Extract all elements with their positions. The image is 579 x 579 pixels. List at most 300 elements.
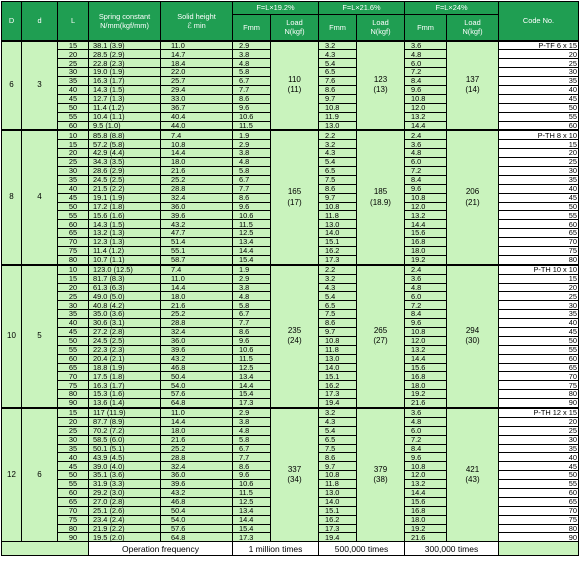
- cell-inner-diameter: 6: [22, 408, 58, 542]
- cell-fmm-2: 19.4: [319, 533, 357, 542]
- cell-fmm-3: 7.2: [405, 166, 447, 175]
- cell-length: 40: [58, 453, 89, 462]
- cell-solid-height: 14.4: [161, 283, 233, 292]
- cell-load-2: [357, 408, 405, 542]
- cell-length: 40: [58, 85, 89, 94]
- cell-code-no: 55: [499, 345, 579, 354]
- header-spring-unit: N/mm(kgf/mm): [100, 20, 149, 30]
- cell-solid-height: 11.0: [161, 408, 233, 417]
- cell-code-no: 65: [499, 229, 579, 238]
- cell-fmm-3: 13.2: [405, 112, 447, 121]
- cell-spring-constant: 85.8 (8.8): [89, 130, 161, 139]
- cell-fmm-2: 6.5: [319, 435, 357, 444]
- cell-fmm-2: 3.2: [319, 274, 357, 283]
- cell-fmm-3: 13.2: [405, 345, 447, 354]
- header-spring-constant: [89, 2, 161, 41]
- cell-fmm-1: 4.8: [233, 158, 271, 167]
- cell-solid-height: 40.4: [161, 112, 233, 121]
- cell-spring-constant: 18.8 (1.9): [89, 363, 161, 372]
- cell-spring-constant: 22.3 (2.3): [89, 345, 161, 354]
- footer-blank-code-cell: [499, 542, 579, 556]
- cell-fmm-3: 2.4: [405, 265, 447, 274]
- cell-length: 75: [58, 381, 89, 390]
- cell-fmm-1: 5.8: [233, 68, 271, 77]
- cell-fmm-2: 7.5: [319, 310, 357, 319]
- cell-length: 80: [58, 255, 89, 264]
- load-1-value: 235: [287, 326, 302, 335]
- cell-load-2: [357, 265, 405, 408]
- cell-code-no: 25: [499, 158, 579, 167]
- header-spring-label: Spring constant: [98, 11, 151, 21]
- cell-code-no: 80: [499, 524, 579, 533]
- cell-fmm-1: 13.4: [233, 506, 271, 515]
- cell-spring-constant: 40.8 (4.2): [89, 301, 161, 310]
- cell-fmm-2: 4.3: [319, 149, 357, 158]
- cell-fmm-1: 7.7: [233, 319, 271, 328]
- cell-load-1: [271, 408, 319, 542]
- cell-code-no: 65: [499, 363, 579, 372]
- cell-inner-diameter: 5: [22, 265, 58, 408]
- cell-fmm-2: 7.6: [319, 77, 357, 86]
- cell-code-no: 55: [499, 211, 579, 220]
- cell-fmm-3: 8.4: [405, 77, 447, 86]
- cell-fmm-2: 3.2: [319, 140, 357, 149]
- cell-fmm-1: 9.6: [233, 471, 271, 480]
- load-3-value: 421: [465, 464, 480, 474]
- cell-solid-height: 39.6: [161, 480, 233, 489]
- cell-fmm-2: 10.8: [319, 103, 357, 112]
- cell-length: 65: [58, 497, 89, 506]
- cell-fmm-3: 7.2: [405, 68, 447, 77]
- cell-spring-constant: 12.3 (1.3): [89, 238, 161, 247]
- header-solid-unit: ℰ min: [187, 20, 206, 30]
- cell-load-3: [447, 408, 499, 542]
- cell-length: 35: [58, 310, 89, 319]
- cell-code-no: P-TH 10 x 10: [499, 265, 579, 274]
- cell-spring-constant: 16.3 (1.7): [89, 381, 161, 390]
- cell-fmm-2: 3.2: [319, 408, 357, 417]
- cell-fmm-3: 13.2: [405, 480, 447, 489]
- cell-solid-height: 36.7: [161, 103, 233, 112]
- cell-fmm-3: 3.6: [405, 41, 447, 50]
- cell-solid-height: 21.6: [161, 301, 233, 310]
- cell-fmm-3: 12.0: [405, 471, 447, 480]
- cell-solid-height: 44.0: [161, 121, 233, 130]
- spring-spec-table: [1, 1, 579, 556]
- cell-fmm-1: 1.9: [233, 130, 271, 139]
- cell-solid-height: 7.4: [161, 130, 233, 139]
- cell-fmm-2: 2.2: [319, 130, 357, 139]
- cell-length: 15: [58, 274, 89, 283]
- cell-load-1: [271, 265, 319, 408]
- cell-fmm-2: 16.2: [319, 515, 357, 524]
- cell-solid-height: 14.4: [161, 417, 233, 426]
- cell-code-no: 20: [499, 149, 579, 158]
- cell-code-no: 35: [499, 175, 579, 184]
- cell-spring-constant: 14.3 (1.5): [89, 220, 161, 229]
- cell-fmm-3: 18.0: [405, 246, 447, 255]
- cell-fmm-3: 19.2: [405, 255, 447, 264]
- cell-solid-height: 43.2: [161, 489, 233, 498]
- cell-spring-constant: 50.1 (5.1): [89, 444, 161, 453]
- cell-fmm-2: 15.1: [319, 506, 357, 515]
- cell-spring-constant: 87.7 (8.9): [89, 417, 161, 426]
- cell-length: 45: [58, 462, 89, 471]
- cell-solid-height: 18.0: [161, 158, 233, 167]
- cell-fmm-2: 14.0: [319, 229, 357, 238]
- table-row: [2, 41, 579, 50]
- cell-load-2: [357, 41, 405, 131]
- cell-fmm-1: 2.9: [233, 408, 271, 417]
- cell-code-no: 60: [499, 489, 579, 498]
- cell-fmm-3: 7.2: [405, 301, 447, 310]
- footer-operation-frequency-label: Operation frequency: [89, 542, 233, 556]
- cell-spring-constant: 19.1 (1.9): [89, 193, 161, 202]
- cell-fmm-1: 12.5: [233, 229, 271, 238]
- cell-fmm-1: 17.3: [233, 399, 271, 408]
- header-fmm-3: Fmm: [405, 15, 447, 41]
- cell-solid-height: 21.6: [161, 435, 233, 444]
- cell-code-no: 60: [499, 354, 579, 363]
- cell-code-no: 70: [499, 506, 579, 515]
- cell-solid-height: 39.6: [161, 345, 233, 354]
- header-load-label: Load: [286, 18, 303, 27]
- cell-fmm-2: 8.6: [319, 85, 357, 94]
- cell-spring-constant: 15.6 (1.6): [89, 211, 161, 220]
- cell-fmm-2: 17.3: [319, 255, 357, 264]
- cell-fmm-1: 7.7: [233, 85, 271, 94]
- cell-spring-constant: 27.2 (2.8): [89, 328, 161, 337]
- cell-spring-constant: 14.3 (1.5): [89, 85, 161, 94]
- cell-fmm-2: 7.5: [319, 444, 357, 453]
- cell-spring-constant: 61.3 (6.3): [89, 283, 161, 292]
- cell-solid-height: 47.7: [161, 229, 233, 238]
- cell-length: 75: [58, 246, 89, 255]
- cell-code-no: P-TH 12 x 15: [499, 408, 579, 417]
- cell-length: 60: [58, 354, 89, 363]
- cell-code-no: 30: [499, 166, 579, 175]
- cell-spring-constant: 16.3 (1.7): [89, 77, 161, 86]
- cell-fmm-2: 16.2: [319, 246, 357, 255]
- cell-fmm-3: 16.8: [405, 506, 447, 515]
- cell-fmm-2: 10.8: [319, 202, 357, 211]
- cell-spring-constant: 19.5 (2.0): [89, 533, 161, 542]
- header-load-unit: N(kgf): [284, 27, 305, 37]
- cell-load-3: [447, 41, 499, 131]
- cell-code-no: 20: [499, 283, 579, 292]
- load-1-value: 165: [287, 187, 302, 197]
- cell-fmm-2: 13.0: [319, 489, 357, 498]
- cell-fmm-2: 15.1: [319, 238, 357, 247]
- cell-fmm-3: 12.0: [405, 336, 447, 345]
- cell-length: 55: [58, 345, 89, 354]
- cell-spring-constant: 38.1 (3.9): [89, 41, 161, 50]
- load-2-value: 379: [373, 464, 388, 474]
- cell-solid-height: 50.4: [161, 506, 233, 515]
- cell-solid-height: 36.0: [161, 336, 233, 345]
- cell-fmm-1: 15.4: [233, 255, 271, 264]
- cell-spring-constant: 117 (11.9): [89, 408, 161, 417]
- cell-fmm-3: 8.4: [405, 444, 447, 453]
- cell-spring-constant: 123.0 (12.5): [89, 265, 161, 274]
- cell-fmm-1: 15.4: [233, 390, 271, 399]
- cell-fmm-1: 5.8: [233, 166, 271, 175]
- cell-code-no: 40: [499, 453, 579, 462]
- cell-fmm-3: 13.2: [405, 211, 447, 220]
- cell-spring-constant: 15.3 (1.6): [89, 390, 161, 399]
- load-3-kgf: (43): [465, 475, 480, 485]
- cell-length: 65: [58, 229, 89, 238]
- cell-code-no: 70: [499, 372, 579, 381]
- cell-spring-constant: 24.5 (2.5): [89, 336, 161, 345]
- cell-length: 55: [58, 112, 89, 121]
- cell-fmm-1: 9.6: [233, 336, 271, 345]
- cell-code-no: 45: [499, 193, 579, 202]
- cell-code-no: 60: [499, 220, 579, 229]
- cell-fmm-1: 13.4: [233, 238, 271, 247]
- cell-solid-height: 7.4: [161, 265, 233, 274]
- cell-length: 50: [58, 471, 89, 480]
- cell-length: 10: [58, 265, 89, 274]
- cell-fmm-1: 10.6: [233, 211, 271, 220]
- load-2-kgf: (38): [373, 475, 388, 485]
- cell-length: 55: [58, 480, 89, 489]
- cell-length: 70: [58, 372, 89, 381]
- cell-length: 90: [58, 533, 89, 542]
- cell-fmm-3: 7.2: [405, 435, 447, 444]
- cell-fmm-2: 10.8: [319, 471, 357, 480]
- cell-spring-constant: 24.5 (2.5): [89, 175, 161, 184]
- load-3-kgf: (30): [465, 336, 480, 346]
- table-row: [2, 130, 579, 139]
- cell-load-1: [271, 41, 319, 131]
- load-1-kgf: (24): [287, 336, 302, 346]
- cell-fmm-3: 6.0: [405, 59, 447, 68]
- footer-frequency-f2: 500,000 times: [319, 542, 405, 556]
- cell-solid-height: 11.0: [161, 274, 233, 283]
- cell-fmm-2: 13.0: [319, 121, 357, 130]
- cell-fmm-3: 10.8: [405, 462, 447, 471]
- cell-code-no: 20: [499, 417, 579, 426]
- cell-fmm-2: 9.7: [319, 94, 357, 103]
- cell-fmm-3: 18.0: [405, 515, 447, 524]
- cell-length: 30: [58, 68, 89, 77]
- header-solid-height: [161, 2, 233, 41]
- cell-fmm-1: 17.3: [233, 533, 271, 542]
- cell-length: 50: [58, 103, 89, 112]
- cell-fmm-1: 4.8: [233, 59, 271, 68]
- cell-fmm-1: 1.9: [233, 265, 271, 274]
- cell-solid-height: 54.0: [161, 381, 233, 390]
- cell-fmm-3: 6.0: [405, 292, 447, 301]
- cell-fmm-1: 8.6: [233, 328, 271, 337]
- cell-load-3: [447, 130, 499, 264]
- cell-fmm-3: 9.6: [405, 319, 447, 328]
- cell-fmm-1: 9.6: [233, 202, 271, 211]
- cell-length: 65: [58, 363, 89, 372]
- cell-fmm-3: 9.6: [405, 453, 447, 462]
- header-group-f2: F=L×21.6%: [319, 2, 405, 15]
- cell-length: 40: [58, 319, 89, 328]
- cell-fmm-1: 14.4: [233, 381, 271, 390]
- cell-length: 45: [58, 193, 89, 202]
- cell-fmm-1: 4.8: [233, 426, 271, 435]
- cell-fmm-1: 11.5: [233, 121, 271, 130]
- cell-fmm-1: 8.6: [233, 94, 271, 103]
- cell-fmm-3: 16.8: [405, 372, 447, 381]
- cell-fmm-1: 6.7: [233, 77, 271, 86]
- cell-length: 50: [58, 336, 89, 345]
- cell-fmm-3: 4.8: [405, 283, 447, 292]
- footer-blank-cell: [2, 542, 89, 556]
- cell-solid-height: 64.8: [161, 399, 233, 408]
- cell-spring-constant: 81.7 (8.3): [89, 274, 161, 283]
- table-row: [2, 408, 579, 417]
- cell-length: 30: [58, 435, 89, 444]
- cell-fmm-2: 10.8: [319, 336, 357, 345]
- cell-spring-constant: 17.2 (1.8): [89, 202, 161, 211]
- cell-spring-constant: 13.2 (1.3): [89, 229, 161, 238]
- cell-fmm-1: 9.6: [233, 103, 271, 112]
- cell-inner-diameter: 4: [22, 130, 58, 264]
- cell-code-no: 50: [499, 103, 579, 112]
- cell-fmm-3: 3.6: [405, 274, 447, 283]
- cell-fmm-1: 2.9: [233, 274, 271, 283]
- cell-fmm-2: 16.2: [319, 381, 357, 390]
- header-load-label: Load: [372, 18, 389, 27]
- cell-code-no: 25: [499, 292, 579, 301]
- cell-fmm-1: 11.5: [233, 489, 271, 498]
- header-load-3: [447, 15, 499, 41]
- cell-fmm-2: 6.5: [319, 166, 357, 175]
- cell-length: 45: [58, 328, 89, 337]
- footer-frequency-f3: 300,000 times: [405, 542, 499, 556]
- cell-inner-diameter: 3: [22, 41, 58, 131]
- cell-fmm-1: 3.8: [233, 417, 271, 426]
- cell-solid-height: 46.8: [161, 363, 233, 372]
- cell-code-no: 25: [499, 426, 579, 435]
- load-3-value: 137: [465, 75, 480, 85]
- load-3-value: 206: [465, 187, 480, 197]
- cell-length: 80: [58, 390, 89, 399]
- cell-fmm-1: 10.6: [233, 112, 271, 121]
- cell-fmm-2: 5.4: [319, 292, 357, 301]
- cell-fmm-3: 14.4: [405, 354, 447, 363]
- cell-spring-constant: 35.0 (3.6): [89, 310, 161, 319]
- cell-code-no: 55: [499, 112, 579, 121]
- cell-fmm-2: 14.0: [319, 363, 357, 372]
- cell-code-no: 50: [499, 336, 579, 345]
- cell-spring-constant: 20.4 (2.1): [89, 354, 161, 363]
- load-1-value: 337: [287, 464, 302, 474]
- cell-fmm-2: 9.7: [319, 193, 357, 202]
- cell-fmm-1: 10.6: [233, 480, 271, 489]
- table-row: [2, 265, 579, 274]
- cell-code-no: 75: [499, 515, 579, 524]
- load-3-value: 294: [465, 326, 480, 335]
- cell-solid-height: 21.6: [161, 166, 233, 175]
- cell-length: 15: [58, 408, 89, 417]
- header-group-f3: F=L×24%: [405, 2, 499, 15]
- cell-fmm-2: 19.4: [319, 399, 357, 408]
- header-d: d: [22, 2, 58, 41]
- cell-fmm-2: 6.5: [319, 68, 357, 77]
- cell-code-no: 90: [499, 533, 579, 542]
- cell-fmm-1: 5.8: [233, 301, 271, 310]
- cell-code-no: 30: [499, 68, 579, 77]
- cell-length: 25: [58, 426, 89, 435]
- cell-fmm-3: 19.2: [405, 524, 447, 533]
- cell-length: 25: [58, 59, 89, 68]
- cell-code-no: 25: [499, 59, 579, 68]
- load-1-kgf: (17): [287, 197, 302, 207]
- cell-solid-height: 11.0: [161, 41, 233, 50]
- load-1-value: 110: [288, 75, 301, 85]
- cell-fmm-1: 3.8: [233, 283, 271, 292]
- header-fmm-2: Fmm: [319, 15, 357, 41]
- cell-solid-height: 57.6: [161, 524, 233, 533]
- cell-fmm-1: 14.4: [233, 515, 271, 524]
- cell-solid-height: 64.8: [161, 533, 233, 542]
- cell-spring-constant: 58.5 (6.0): [89, 435, 161, 444]
- cell-length: 70: [58, 238, 89, 247]
- load-2-kgf: (27): [373, 336, 388, 346]
- cell-length: 80: [58, 524, 89, 533]
- cell-length: 25: [58, 158, 89, 167]
- cell-length: 45: [58, 94, 89, 103]
- cell-fmm-2: 8.6: [319, 319, 357, 328]
- cell-length: 75: [58, 515, 89, 524]
- cell-fmm-3: 15.6: [405, 497, 447, 506]
- cell-code-no: 35: [499, 77, 579, 86]
- cell-fmm-2: 3.2: [319, 41, 357, 50]
- cell-length: 35: [58, 77, 89, 86]
- cell-spring-constant: 49.0 (5.0): [89, 292, 161, 301]
- cell-fmm-1: 3.8: [233, 149, 271, 158]
- cell-fmm-3: 14.4: [405, 489, 447, 498]
- cell-length: 30: [58, 166, 89, 175]
- cell-fmm-3: 10.8: [405, 94, 447, 103]
- cell-length: 55: [58, 211, 89, 220]
- cell-spring-constant: 12.7 (1.3): [89, 94, 161, 103]
- cell-fmm-3: 18.0: [405, 381, 447, 390]
- cell-fmm-3: 4.8: [405, 417, 447, 426]
- load-3-kgf: (21): [465, 197, 480, 207]
- cell-solid-height: 25.2: [161, 310, 233, 319]
- header-D: D: [2, 2, 22, 41]
- cell-code-no: 30: [499, 301, 579, 310]
- cell-fmm-2: 4.3: [319, 283, 357, 292]
- cell-length: 20: [58, 50, 89, 59]
- cell-fmm-1: 5.8: [233, 435, 271, 444]
- cell-length: 20: [58, 149, 89, 158]
- load-2-kgf: (13): [373, 85, 388, 95]
- cell-fmm-3: 10.8: [405, 328, 447, 337]
- cell-spring-constant: 17.5 (1.8): [89, 372, 161, 381]
- cell-solid-height: 28.8: [161, 319, 233, 328]
- header-solid-label: Solid height: [177, 11, 216, 21]
- cell-fmm-1: 7.7: [233, 184, 271, 193]
- cell-solid-height: 46.8: [161, 497, 233, 506]
- cell-fmm-3: 21.6: [405, 399, 447, 408]
- cell-spring-constant: 39.0 (4.0): [89, 462, 161, 471]
- cell-fmm-2: 15.1: [319, 372, 357, 381]
- cell-solid-height: 55.1: [161, 246, 233, 255]
- cell-fmm-3: 3.6: [405, 140, 447, 149]
- cell-length: 10: [58, 130, 89, 139]
- cell-spring-constant: 22.8 (2.3): [89, 59, 161, 68]
- cell-length: 60: [58, 121, 89, 130]
